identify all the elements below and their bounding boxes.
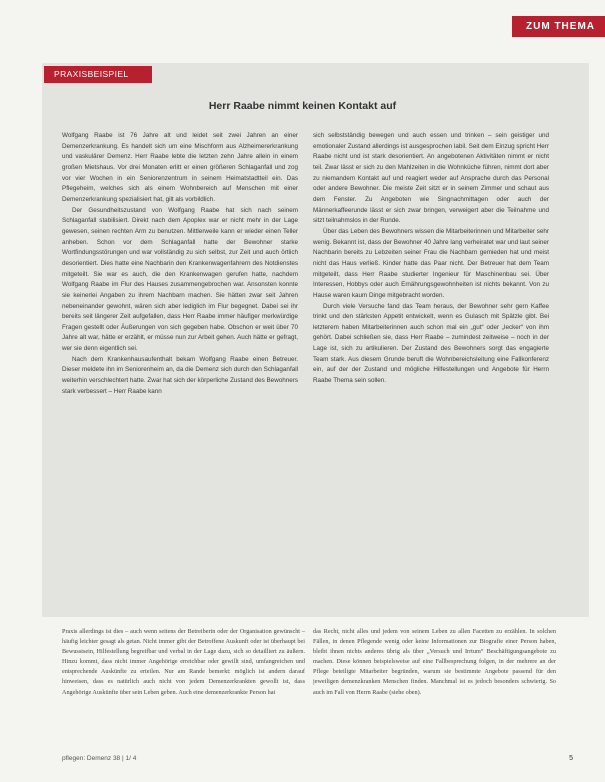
body-paragraph: das Recht, nicht alles und jedem von seinem Leben zu allen Facetten zu erzählen. In solchen Fällen, in denen Pflegende wenig oder keine Informationen zur Biografie einer Person haben, bleibt ihnen nichts anderes übrig als über „Versuch und Irrtum“ Beschäftigungsangebote zu machen. Diese können beispielsweise auf eine Fallbesprechung folgen, in der mehrere an der Pflege beteiligte Mitarbeiter begründen, warum sie bestimmte Angebote passend für den jeweiligen demenzkranken Menschen finden. Manchmal ist es jedoch besonders schwierig. So auch im Fall von Herrn Raabe (siehe oben). — [313, 628, 556, 696]
page-number: 5 — [569, 755, 573, 762]
body-paragraph: Praxis allerdings ist dies – auch wenn seitens der Betreiberin oder der Organisation gewünscht – häufig leichter gesagt als getan. Nicht immer gibt der Betroffene Auskunft oder ist überhaupt bei Bewusstsein, Hilfestellung begreifbar und verbal in der Lage dazu, sich so detailliert zu äußern. Hinzu kommt, dass nicht immer Angehörige erreichbar oder gewillt sind, umfangreichen und entsprechende Auskünfte zu erteilen. Nur am Rande bemerkt: möglich ist andern darauf hinweisen, dass es natürlich auch nicht von jedem Demenzerkrankten gewollt ist, dass Angehörige Auskünfte über sein Leben geben. Auch eine demenzerkrankte Person hat — [62, 628, 305, 696]
practice-example-banner: PRAXISBEISPIEL — [44, 66, 152, 83]
box-paragraph: Der Gesundheitszustand von Wolfgang Raabe hat sich nach seinem Schlaganfall stabilisiert. Direkt nach dem Apoplex war er nicht mehr in der Lage gewesen, seinen rechten Arm zu benutzen. Mittlerweile kann er wieder einen Teller anheben. Schon vor dem Schlaganfall hatte der Bewohner starke Wortfindungsstörungen und war vollständig zu sich selbst, zur Zeit und auch örtlich desorientiert. Dies hatte eine Nachbarin den Krankenwagenfahrern des Notdienstes mitgeteilt. Sie war es auch, die den Krankenwagen gerufen hatte, nachdem Wolfgang Raabe im Flur des Hauses zusammengebrochen war. Ansonsten konnte sie keinerlei Angaben zu ihrem Nachbarn machen. Sie hätten zwar seit Jahren nebeneinander gewohnt, wären sich aber lediglich im Flur begegnet. Dabei sei ihr bereits seit längerer Zeit aufgefallen, dass Herr Raabe immer häufiger merkwürdige Fragen gestellt oder Äußerungen von sich gegeben habe. Obschon er weit über 70 Jahre alt war, hätte er erzählt, er müsse nun zur Arbeit gehen. Auch hätte er gefragt, wer sie denn eigentlich sei. — [62, 206, 298, 353]
body-column-left — [62, 627, 305, 742]
body-column-right — [313, 627, 556, 742]
section-tag: ZUM THEMA — [512, 16, 605, 37]
box-paragraph: Über das Leben des Bewohners wissen die Mitarbeiterinnen und Mitarbeiter sehr wenig. Bekannt ist, dass der Bewohner 40 Jahre lang verheiratet war und laut seiner Nachbarin bereits zu Lebzeiten seiner Frau die Nachbarn gemieden hat und meist nicht das Haus verließ. Kinder hatte das Paar nicht. Der Betreuer hat dem Team mitgeteilt, dass Herr Raabe studierter Ingenieur für Maschinenbau sei. Über Interessen, Hobbys oder auch Ernährungsgewohnheiten ist nichts bekannt. Von zu Hause waren kaum Dinge mitgebracht worden. — [313, 227, 549, 299]
box-column-left — [62, 131, 298, 606]
box-paragraph: Wolfgang Raabe ist 76 Jahre alt und leidet seit zwei Jahren an einer Demenzerkrankung. Es handelt sich um eine Mischform aus Alzheimererkrankung und vaskulärer Demenz. Herr Raabe lebte die letzten zehn Jahre allein in einem großen Mietshaus. Vor drei Monaten erlitt er einen größeren Schlaganfall und zog vor vier Wochen in ein Seniorenzentrum in seinem Heimatstadtteil ein. Das Pflegeheim, welches sich als einem Wohnbereich auf Menschen mit einer Demenzerkrankung spezialisiert hat, gilt als vorbildlich. — [62, 132, 298, 203]
box-paragraph: Nach dem Krankenhausaufenthalt bekam Wolfgang Raabe einen Betreuer. Dieser meldete ihn im Seniorenheim an, da die Demenz sich durch den Schlaganfall weiterhin verschlechtert hatte. Zwar hat sich der körperliche Zustand des Bewohners stark verbessert – Herr Raabe kann — [62, 355, 298, 395]
box-paragraph: Durch viele Versuche fand das Team heraus, der Bewohner sehr gern Kaffee trinkt und den stärksten Appetit entwickelt, wenn es Gulasch mit Spätzle gibt. Bei letzterem haben Mitarbeiterinnen auch schon mal ein „gut“ oder „lecker“ von ihm gehört. Dabei schließen sie, dass Herr Raabe – zumindest zeitweise – noch in der Lage ist, sich zu artikulieren. Der Zustand des Bewohners sorgt das engagierte Team stark. Aus diesem Grunde beruft die Wohnbereichsleitung eine Fallkonferenz ein, auf der der Zustand und mögliche Hilfestellungen und Angebote für Herrn Raabe Thema sein sollen. — [313, 302, 549, 385]
box-column-right — [313, 131, 549, 606]
box-title: Herr Raabe nimmt keinen Kontakt auf — [208, 100, 397, 112]
journal-footer: pflegen: Demenz 38 | 1/ 4 — [62, 755, 137, 762]
box-paragraph: sich selbstständig bewegen und auch essen und trinken – sein geistiger und emotionaler Zustand allerdings ist ausgesprochen labil. Seit dem Einzug spricht Herr Raabe nicht und ist stark desorientiert. An angebotenen Aktivitäten nimmt er nicht teil. Zwar lässt er sich zu den Mahlzeiten in die Wohnküche führen, nimmt dort aber zu niemandem Kontakt auf und reagiert weder auf Ansprache durch das Personal oder andere Bewohner. Die meiste Zeit sitzt er in seinem Zimmer und schaut aus dem Fenster. Zu Angeboten wie Singnachmittagen oder auch der Männerkaffeerunde lässt er sich zwar bringen, verweigert aber die Teilnahme und sitzt teilnahmslos in der Runde. — [313, 132, 549, 225]
